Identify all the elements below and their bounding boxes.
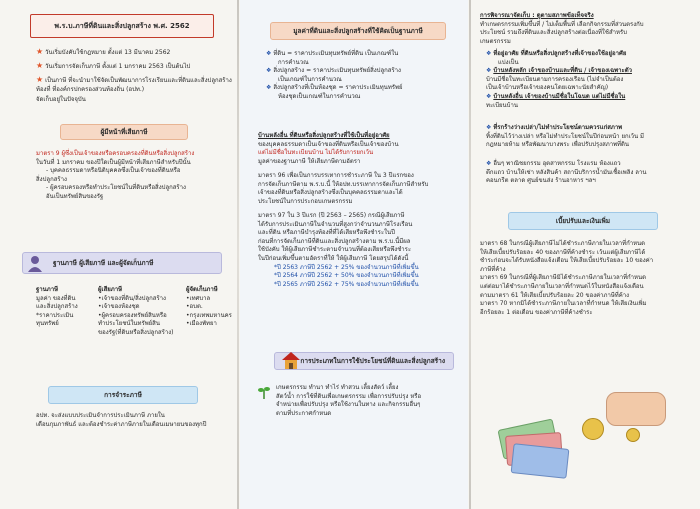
coin-icon	[626, 428, 640, 442]
diamond-icon: ❖	[486, 67, 492, 75]
diamond-icon: ❖	[486, 92, 492, 100]
house-icon	[280, 350, 302, 370]
penalty-heading: เบี้ยปรับและเงินเพิ่ม	[508, 212, 658, 230]
other-house-text: บ้านหลังอื่น ที่ดินหรือสิ่งปลูกสร้างที่ใช้เป็นที่อยู่อาศัย ของบุคคลธรรมดาเป็นเจ้าของที่ดินหรือเป็นเจ้าของบ้าน แต่ไม่มีชื่อในทะเบียนบ้าน ไม่ได้รับการยกเว้น มูลค่าของฐานภาษี ให้เสียภาษีตามอัตรา	[258, 132, 399, 165]
star-icon: ★	[36, 75, 44, 84]
fold-line	[469, 0, 471, 509]
bullet-purpose-2: ท้องที่ ที่องค์กรปกครองส่วนท้องถิ่น (อปท.)	[36, 86, 145, 93]
section-97: มาตรา 97 ใน 3 ปีแรก (ปี 2563 – 2565) กรณีผู้เสียภาษี ได้รับการประเมินภาษีในจำนวนที่สูงกว่าจำนวนภาษีโรงเรือน และที่ดิน หรือภาษีบำรุงท้องที่ที่ได้เสียหรือพึงชำระในปี ก่อนที่การจัดเก็บภาษีที่ดินและสิ่งปลูกสร้างตาม พ.ร.บ.นี้มีผล ใช้บังคับ ให้ผู้เสียภาษีชำระตามจำนวนที่ต้องเสียหรือพึงชำระ ในปีก่อนเพิ่มขึ้นตามอัตราที่ให้ ให้ผู้เสียภาษี โดยสรุปได้ดังนี้ *ปี 2563 ภาษีปี 2562 + 25% ของจำนวนภาษีที่เพิ่มขึ้น *ปี 2564 ภาษีปี 2562 + 50% ของจำนวนภาษีที่เพิ่มขึ้น *ปี 2565 ภาษีปี 2562 + 75% ของจำนวนภาษีที่เพิ่มขึ้น	[258, 212, 419, 288]
diamond-icon: ❖	[266, 67, 272, 75]
star-icon: ★	[36, 47, 44, 56]
banknote-icon	[511, 443, 570, 479]
middle-panel	[240, 0, 468, 509]
collection-heading: การจำระภาษี	[48, 386, 198, 404]
diamond-icon: ❖	[486, 50, 492, 57]
taxpayer-text: มาตรา 9 ผู้ซึ่งเป็นเจ้าของหรือครอบครองที่ดินหรือสิ่งปลูกสร้าง ในวันที่ 1 มกราคม ของปีใดเป็นผู้มีหน้าที่เสียภาษีสำหรับปีนั้น - บุคคลธรรมดาหรือนิติบุคคลซึ่งเป็นเจ้าของที่ดินหรือ สิ่งปลูกสร้าง - ผู้ครอบครองหรือทำประโยชน์ในที่ดินหรือสิ่งปลูกสร้าง อันเป็นทรัพย์สินของรัฐ	[36, 150, 195, 200]
diamond-icon: ❖	[486, 124, 492, 131]
person-icon	[26, 254, 44, 272]
bullet-purpose: ★ เป็นภาษี ที่จะนำมาใช้จัดเป็นพัฒนาการโรงเรียนและที่ดินและสิ่งปลูกสร้าง	[36, 75, 232, 84]
vacant-text: ❖ ที่รกร้างว่างเปล่า/ไม่ทำประโยชน์ตามควรแก่สภาพ ทิ้งที่ดินไว้ว่างเปล่า หรือไม่ทำประโยชน์ในปีก่อนหน้า ยกเว้น มี กฎหมายห้าม หรือพัฒนาบางพระ เพื่อปรับปรุงสภาพที่ดิน	[486, 124, 644, 149]
agriculture-text: เกษตรกรรม ทำนา ทำไร่ ทำสวน เลี้ยงสัตว์ เลี้ยง สัตว์น้ำ การใช้ที่ดินเพื่อเกษตรกรรม เพื่อการปรับปรุง หรือ จำหน่ายเพื่อปรับปรุง หรือใช้งานในทาง และกิจกรรมอื่นๆ ตามที่ประกาศกำหนด	[276, 384, 422, 417]
hand-icon	[606, 392, 666, 426]
fold-line	[237, 0, 239, 509]
act-title: พ.ร.บ.ภาษีที่ดินและสิ่งปลูกสร้าง พ.ศ. 2562	[30, 14, 214, 38]
plant-icon	[256, 384, 272, 400]
left-panel	[8, 0, 236, 509]
value-list: ❖ ที่ดิน = ราคาประเมินทุนทรัพย์ที่ดิน เป็นเกณฑ์ใน การคำนวณ ❖ สิ่งปลูกสร้าง = ราคาประเมินทุนทรัพย์สิ่งปลูกสร้าง เป็นเกณฑ์ในการคำนวณ ❖ สิ่งปลูกสร้างที่เป็นห้องชุด = ราคาประเมินทุนทรัพย์ ห้องชุดเป็นเกณฑ์ในการคำนวณ	[266, 50, 403, 100]
value-heading: มูลค่าที่ดินและสิ่งปลูกสร้างที่ใช้คิดเป็นฐานภาษี	[270, 22, 446, 40]
section-96: มาตรา 96 เพื่อเป็นการบรรเทาการชำระภาษี ใน 3 ปีแรกของ การจัดเก็บภาษีตาม พ.ร.บ.นี้ ให้อปท.บรรเทาการจัดเก็บภาษีสำหรับ เจ้าของที่ดินหรือสิ่งปลูกสร้างซึ่งเป็นบุคคลธรรมดาและได้ ประโยชน์ในการประกอบเกษตรกรรม	[258, 172, 429, 205]
bullet-purpose-3: จัดเก็บอยู่ในปัจจุบัน	[36, 96, 86, 103]
category-text: การพิจารณาจัดเก็บ : ดูตามสภาพข้อเท็จจริง ทำเกษตรกรรมเพิ่มขึ้นที่ / ไม่เต็มพื้นที่ เลือกกิจกรรมที่ส่วนตรงกับ ประโยชน์ รวมถึงที่ดินและสิ่งปลูกสร้างต่อเนื่องที่ใช้สำหรับ เกษตรกรรม	[480, 12, 644, 45]
residence-text: ❖ ที่อยู่อาศัย ที่ดินหรือสิ่งปลูกสร้างที่เจ้าของใช้อยู่อาศัย แบ่งเป็น ❖ บ้านหลังหลัก เจ้าของบ้านและที่ดิน / เจ้าของเฉพาะตัว บ้านมีชื่อในทะเบียนตามการครองเรือน (ไม่จำเป็นต้อง เป็นเจ้าบ้านหรือเจ้าของคนโดยเฉพาะนัยสำคัญ) ❖ บ้านหลังอื่น เจ้าของบ้านมีชื่อในโฉนด แต่ไม่มีชื่อใน ทะเบียนบ้าน	[486, 50, 632, 109]
diamond-icon: ❖	[266, 50, 272, 57]
base-col-1: ฐานภาษี มูลค่า ของที่ดิน และสิ่งปลูกสร้าง *ราคาประเมิน ทุนทรัพย์	[36, 286, 78, 328]
base-col-3: ผู้จัดเก็บภาษี •เทศบาล •อบต. •กรุงเทพมหานคร •เมืองพัทยา	[186, 286, 232, 328]
use-heading: การประเภทในการใช้ประโยชน์ที่ดินและสิ่งปลูกสร้าง	[274, 352, 454, 370]
diamond-icon: ❖	[266, 84, 272, 92]
coin-icon	[582, 418, 604, 440]
collection-text: อปท. จะส่งแบบประเมินจำการประเมินภาษี ภายใน เดือนกุมภาพันธ์ และต้องชำระค่าภาษีภายในเดือนเมษายนของทุกปี	[36, 412, 207, 428]
diamond-icon: ❖	[486, 160, 492, 167]
bullet-enforce: ★ วันเริ่มบังคับใช้กฎหมาย ตั้งแต่ 13 มีนาคม 2562	[36, 47, 171, 56]
star-icon: ★	[36, 61, 44, 70]
taxpayer-heading: ผู้มีหน้าที่เสียภาษี	[60, 124, 188, 140]
penalty-text: มาตรา 68 ในกรณีผู้เสียภาษีไม่ได้ชำระภาษีภายในเวลาที่กำหนด ให้เสียเบี้ยปรับร้อยละ 40 ของภาษีที่ค้างชำระ เว้นแต่ผู้เสียภาษีได้ ชำระก่อนจะได้รับหนังสือแจ้งเตือน ให้เสียเบี้ยปรับร้อยละ 10 ของค่า ภาษีที่ค้าง มาตรา 69 ในกรณีที่ผู้เสียภาษีมิได้ชำระภาษีภายในเวลาที่กำหนด แต่ต่อมาได้ชำระภาษีภายในเวลาที่กำหนดไว้ในหนังสือแจ้งเตือน ตามมาตรา 61 ให้เสียเบี้ยปรับร้อยละ 20 ของค่าภาษีที่ค้าง มาตรา 70 หากมิได้ชำระภาษีภายในเวลาที่กำหนด ให้เสียเงินเพิ่ม อีกร้อยละ 1 ต่อเดือน ของค่าภาษีที่ค้างชำระ	[480, 240, 654, 316]
other-use-text: ❖ อื่นๆ พาณิชยกรรม อุตสาหกรรม โรงแรม ห้องแถว ตึกแถว บ้านให้เช่า หลังสินค้า สถานีบริการน้ำมันเชื้อเพลิง ลาน คอนกรีต ตลาด ศูนย์ขนส่ง ร้านอาหาร ฯลฯ	[486, 160, 647, 185]
right-panel	[472, 0, 694, 509]
money-illustration	[496, 388, 676, 498]
bullet-collect: ★ วันเริ่มการจัดเก็บภาษี ตั้งแต่ 1 มกราคม 2563 เป็นต้นไป	[36, 61, 191, 70]
base-heading: ฐานภาษี ผู้เสียภาษี และผู้จัดเก็บภาษี	[22, 252, 222, 274]
base-col-2: ผู้เสียภาษี •เจ้าของที่ดิน/สิ่งปลูกสร้าง •เจ้าของห้องชุด •ผู้ครอบครองทรัพย์สินหรือ ทำประโยชน์ในทรัพย์สิน ของรัฐ(ที่ดินหรือสิ่งปลูกสร้าง)	[98, 286, 174, 336]
